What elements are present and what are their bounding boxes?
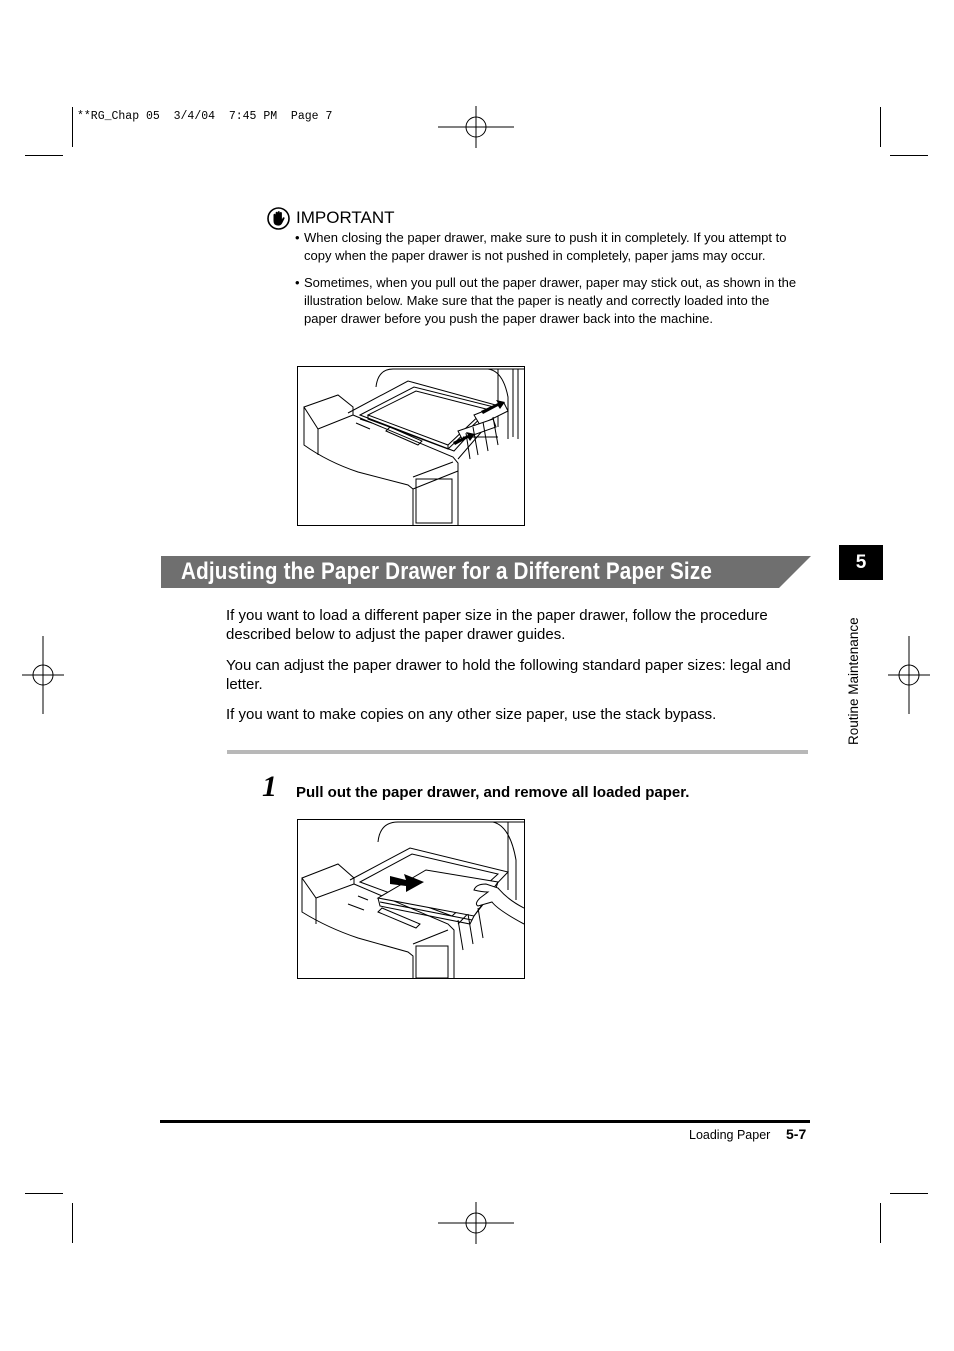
illustration-remove-paper xyxy=(297,819,525,979)
page-number: 5-7 xyxy=(786,1126,807,1142)
bullet-text: Sometimes, when you pull out the paper drawer, paper may stick out, as shown in the illustration below. Make sure that the paper is neatly and correctly loaded into the paper drawer before you push the paper drawer back into the machine. xyxy=(304,275,797,326)
section-divider xyxy=(227,750,808,754)
paper-drawer-illustration xyxy=(298,820,524,978)
step-instruction: Pull out the paper drawer, and remove all loaded paper. xyxy=(296,784,690,801)
important-bullets xyxy=(295,229,805,337)
list-item xyxy=(295,229,805,265)
illustration-paper-sticking-out xyxy=(297,366,525,526)
registration-mark-bottom xyxy=(436,1202,516,1244)
footer-section-label: Loading Paper xyxy=(689,1128,771,1142)
bullet-glyph: • xyxy=(295,230,300,245)
paragraph: If you want to load a different paper size in the paper drawer, follow the procedure described below to adjust the paper drawer guides. xyxy=(226,607,768,643)
paragraph: If you want to make copies on any other size paper, use the stack bypass. xyxy=(226,706,717,723)
bullet-glyph: • xyxy=(295,275,300,290)
registration-mark-left xyxy=(22,636,64,714)
registration-mark-top xyxy=(436,106,516,148)
step-number: 1 xyxy=(262,770,277,803)
chapter-side-label: Routine Maintenance xyxy=(846,617,861,745)
important-heading: IMPORTANT xyxy=(296,208,395,227)
print-slug-line: **RG_Chap 05 3/4/04 7:45 PM Page 7 xyxy=(77,110,333,123)
paper-drawer-illustration xyxy=(298,367,524,525)
list-item xyxy=(295,274,805,328)
section-banner-title-wrap xyxy=(161,556,801,588)
chapter-tab: 5 xyxy=(839,545,883,580)
footer-rule xyxy=(160,1120,810,1123)
paragraph: You can adjust the paper drawer to hold the following standard paper sizes: legal and letter. xyxy=(226,657,791,693)
bullet-text: When closing the paper drawer, make sure to push it in completely. If you attempt to copy when the paper drawer is not pushed in completely, paper jams may occur. xyxy=(304,230,787,263)
registration-mark-right xyxy=(888,636,930,714)
hand-stop-icon xyxy=(267,207,290,230)
section-title: Adjusting the Paper Drawer for a Different Paper Size xyxy=(181,558,712,585)
